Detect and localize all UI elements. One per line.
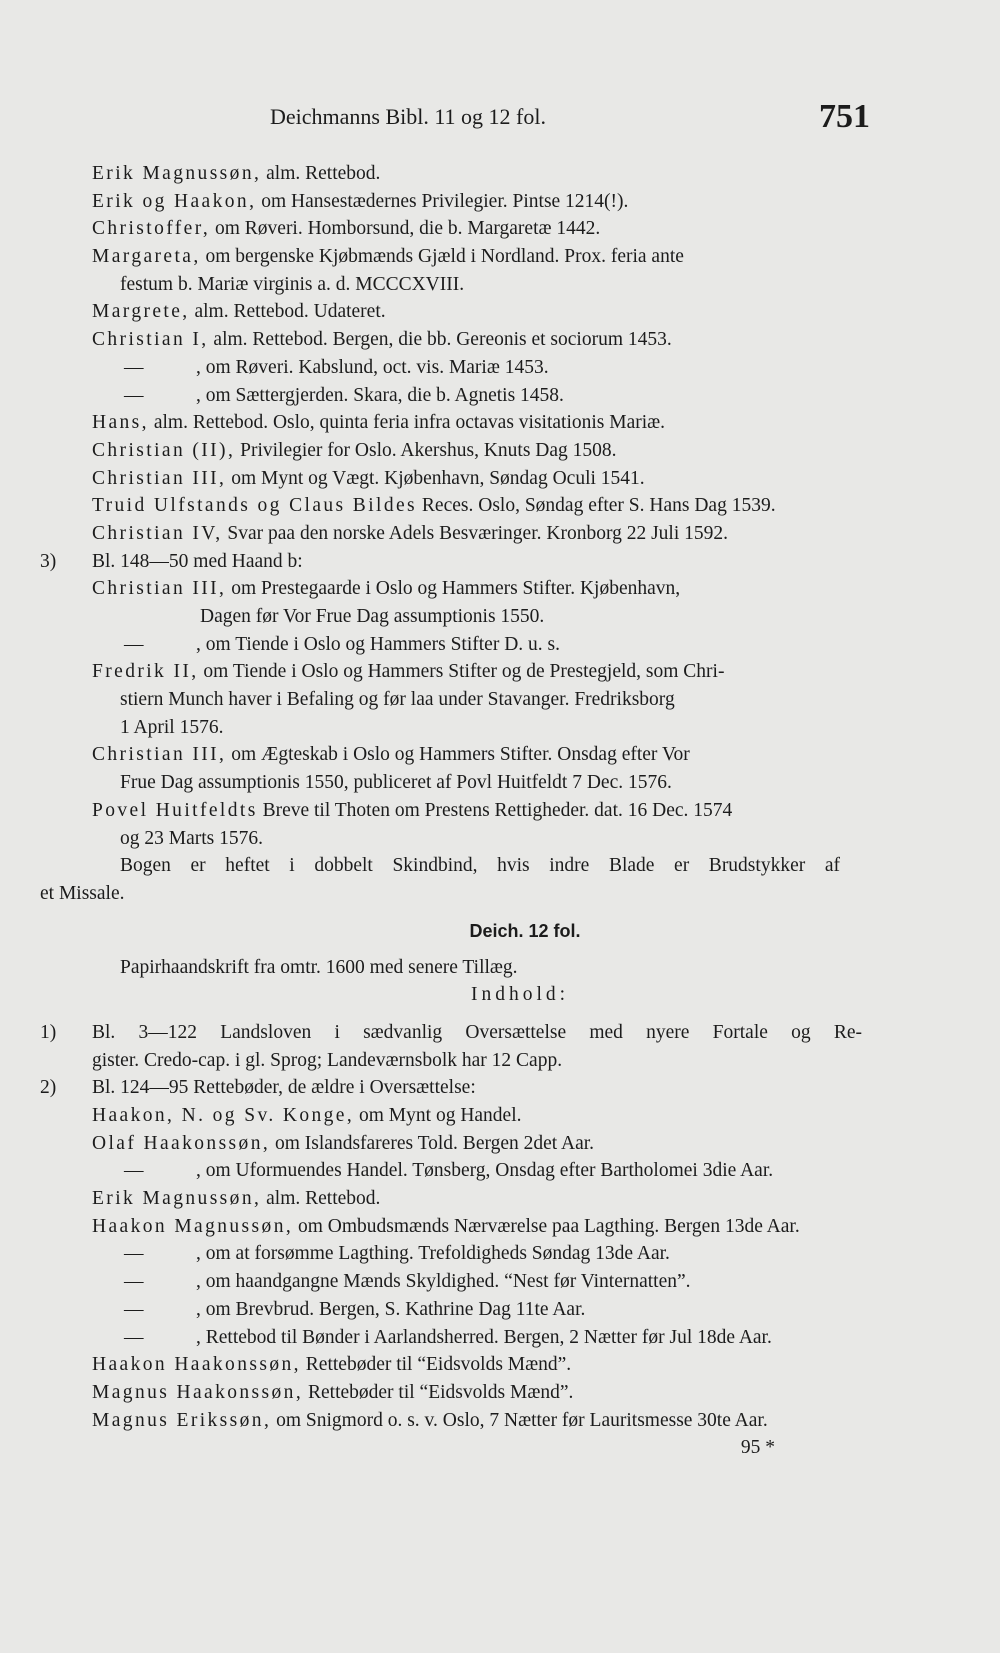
entry-name: Haakon, N. og Sv. Konge, [92, 1105, 355, 1126]
ditto-dash: — [124, 1243, 144, 1265]
binding-note-line1 [0, 852, 1000, 880]
entry-line [0, 1185, 1000, 1213]
item-number: 1) [40, 1021, 57, 1043]
entry-name: Christian III, [92, 467, 227, 489]
ditto-dash: — [124, 1160, 144, 1182]
entry-line [0, 188, 1000, 216]
entry-line [0, 243, 1000, 271]
item-3-heading-line [0, 548, 1000, 576]
ditto-dash: — [124, 1271, 144, 1293]
entry-line [0, 465, 1000, 493]
entry-text: , om at forsømme Lagthing. Trefoldigheds Søndag 13de Aar. [196, 1243, 670, 1265]
entry-line [0, 1351, 1000, 1379]
entry-name: Haakon Haakonssøn, [92, 1354, 301, 1376]
entry-line [0, 631, 1000, 659]
entry-name: Erik Magnussøn, [92, 1188, 262, 1210]
entry-text: , om Sættergjerden. Skara, die b. Agnetis 1458. [196, 384, 564, 406]
entry-line [0, 326, 1000, 354]
section-heading: Deich. 12 fol. [469, 920, 581, 941]
item-1-line1 [0, 1019, 1000, 1047]
entry-line [0, 1130, 1000, 1158]
entry-line [0, 409, 1000, 437]
entry-line [0, 1324, 1000, 1352]
entry-text: , om Tiende i Oslo og Hammers Stifter D. u. s. [196, 633, 560, 655]
ditto-dash: — [124, 1326, 144, 1348]
entry-text: om Røveri. Homborsund, die b. Margaretæ 1442. [210, 218, 601, 240]
contents-label: Indhold: [470, 984, 570, 1006]
entry-text: alm. Rettebod. Oslo, quinta feria infra octavas visitationis Mariæ. [148, 412, 666, 434]
entry-name: Magnus Erikssøn, [92, 1409, 272, 1431]
entry-line [0, 382, 1000, 410]
running-head: Deichmanns Bibl. 11 og 12 fol. [270, 104, 546, 129]
entry-name: Olaf Haakonssøn, [92, 1132, 271, 1154]
entry-line [0, 354, 1000, 382]
entry-name: Magnus Haakonssøn, [92, 1381, 304, 1403]
entry-name: Haakon Magnussøn, [92, 1215, 294, 1237]
entry-text: om Ombudsmænds Nærværelse paa Lagthing. Bergen 13de Aar. [293, 1215, 800, 1237]
entry-line [0, 520, 1000, 548]
entry-text: om Hansestædernes Privilegier. Pintse 1214(!). [256, 190, 629, 212]
entry-line [0, 215, 1000, 243]
ditto-dash: — [124, 356, 144, 378]
entry-line [0, 1213, 1000, 1241]
entry-text: om Islandsfareres Told. Bergen 2det Aar. [270, 1132, 595, 1154]
page-content [0, 160, 1000, 1462]
entry-name: Christoffer, [92, 218, 211, 240]
entry-line [0, 492, 1000, 520]
entry-line [0, 298, 1000, 326]
entry-line [0, 1379, 1000, 1407]
item-2-heading-line [0, 1074, 1000, 1102]
entries-part1 [0, 160, 1000, 548]
ditto-dash: — [124, 384, 144, 406]
entry-text: Svar paa den norske Adels Besværinger. Kronborg 22 Juli 1592. [222, 522, 729, 544]
entry-text: Breve til Thoten om Prestens Rettigheder. dat. 16 Dec. 1574 [257, 799, 733, 821]
entry-line [0, 1268, 1000, 1296]
entry-line [0, 160, 1000, 188]
entry-line [0, 797, 1000, 825]
entry-name: Christian III, [92, 578, 227, 600]
entry-text: alm. Rettebod. Udateret. [189, 301, 386, 323]
entry-text: om Snigmord o. s. v. Oslo, 7 Nætter før Lauritsmesse 30te Aar. [271, 1409, 768, 1431]
entry-continuation: og 23 Marts 1576. [120, 827, 263, 849]
entry-name: Fredrik II, [92, 661, 199, 683]
entry-name: Truid Ulfstands og Claus Bildes [92, 495, 418, 517]
entry-name: Erik Magnussøn, [92, 163, 262, 184]
entry-text: , Rettebod til Bønder i Aarlandsherred. Bergen, 2 Nætter før Jul 18de Aar. [196, 1326, 772, 1348]
entry-continuation: Frue Dag assumptionis 1550, publiceret af Povl Huitfeldt 7 Dec. 1576. [120, 772, 672, 794]
manuscript-description: Papirhaandskrift fra omtr. 1600 med senere Tillæg. [120, 956, 518, 978]
entry-continuation: festum b. Mariæ virginis a. d. MCCCXVIII. [120, 273, 465, 295]
binding-note-text1: Bogen er heftet i dobbelt Skindbind, hvis indre Blade er Brudstykker af [120, 855, 840, 877]
entry-name: Povel Huitfeldts [92, 799, 258, 821]
entry-name: Hans, [92, 412, 149, 434]
entry-name: Christian III, [92, 744, 227, 766]
item-heading: Bl. 124—95 Rettebøder, de ældre i Oversættelse: [92, 1077, 476, 1099]
item-heading: Bl. 148—50 med Haand b: [92, 550, 303, 572]
entry-text: , om Uformuendes Handel. Tønsberg, Onsdag efter Bartholomei 3die Aar. [196, 1160, 774, 1182]
page-number: 751 [819, 98, 870, 135]
entry-line [0, 741, 1000, 769]
entry-line [0, 1240, 1000, 1268]
entry-name: Christian IV, [92, 522, 223, 544]
entry-text: , om Røveri. Kabslund, oct. vis. Mariæ 1453. [196, 356, 549, 378]
ditto-dash: — [124, 1298, 144, 1320]
entry-text: Privilegier for Oslo. Akershus, Knuts Dag 1508. [235, 439, 617, 461]
item-1-line2: gister. Credo-cap. i gl. Sprog; Landeværnsbolk har 12 Capp. [92, 1049, 563, 1071]
entry-line [0, 658, 1000, 686]
entry-name: Erik og Haakon, [92, 190, 257, 212]
item-1-text1: Bl. 3—122 Landsloven i sædvanlig Oversættelse med nyere Fortale og Re- [92, 1021, 862, 1043]
item-number: 3) [40, 550, 57, 572]
entry-continuation: Dagen før Vor Frue Dag assumptionis 1550. [200, 606, 545, 627]
entry-text: om bergenske Kjøbmænds Gjæld i Nordland. Prox. feria ante [200, 246, 684, 268]
entry-line [0, 1407, 1000, 1435]
entry-name: Christian (II), [92, 439, 236, 461]
entry-text: alm. Rettebod. [261, 163, 381, 184]
entry-text: , om haandgangne Mænds Skyldighed. “Nest før Vinternatten”. [196, 1271, 691, 1293]
entry-text: Reces. Oslo, Søndag efter S. Hans Dag 1539. [417, 495, 776, 517]
entry-text: Rettebøder til “Eidsvolds Mænd”. [303, 1381, 574, 1403]
ditto-dash: — [124, 633, 144, 655]
item-number: 2) [40, 1077, 57, 1099]
entry-text: om Mynt og Vægt. Kjøbenhavn, Søndag Oculi 1541. [226, 467, 645, 489]
entry-text: , om Brevbrud. Bergen, S. Kathrine Dag 11te Aar. [196, 1298, 586, 1320]
entry-text: alm. Rettebod. [261, 1188, 381, 1210]
entry-text: om Prestegaarde i Oslo og Hammers Stifter. Kjøbenhavn, [226, 578, 681, 600]
folio-mark: 95 * [740, 1437, 775, 1459]
page-header [0, 98, 1000, 138]
binding-note-line2: et Missale. [40, 882, 125, 904]
entry-text: Rettebøder til “Eidsvolds Mænd”. [300, 1354, 572, 1376]
entry-continuation: 1 April 1576. [120, 716, 224, 738]
entry-name: Margrete, [92, 301, 190, 323]
entry-line [0, 1157, 1000, 1185]
entry-line [0, 1296, 1000, 1324]
entries-item2 [0, 1102, 1000, 1434]
entry-continuation: stiern Munch haver i Befaling og før laa under Stavanger. Fredriksborg [120, 689, 675, 711]
entry-text: om Tiende i Oslo og Hammers Stifter og de Prestegjeld, som Chri- [198, 661, 725, 683]
entry-line [0, 575, 1000, 603]
entry-name: Margareta, [92, 246, 201, 268]
entry-text: om Mynt og Handel. [354, 1105, 522, 1126]
entry-text: alm. Rettebod. Bergen, die bb. Gereonis et sociorum 1453. [208, 329, 672, 351]
entries-item3 [0, 575, 1000, 852]
entry-name: Christian I, [92, 329, 209, 351]
entry-text: om Ægteskab i Oslo og Hammers Stifter. Onsdag efter Vor [226, 744, 690, 766]
entry-line [0, 437, 1000, 465]
entry-line [0, 1102, 1000, 1130]
